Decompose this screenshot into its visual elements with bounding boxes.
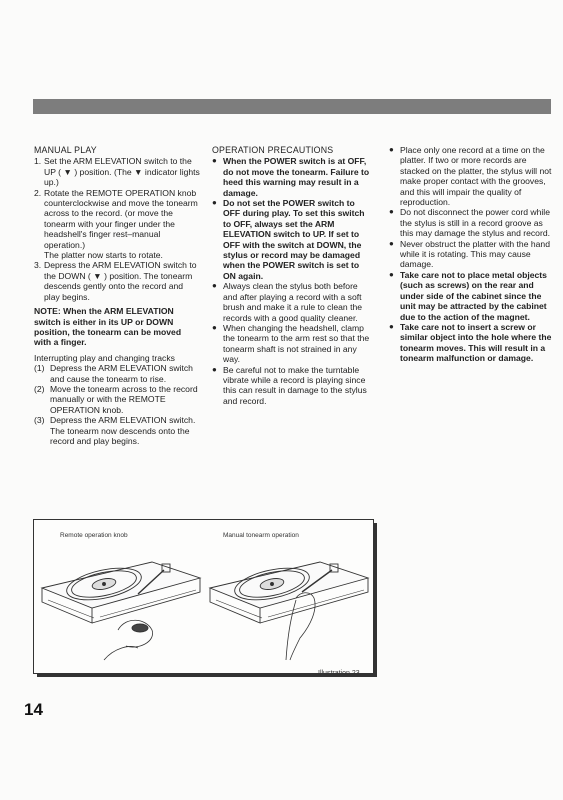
step-number: 3.	[34, 260, 42, 271]
step-number: (1)	[34, 363, 45, 374]
header-bar	[33, 99, 551, 114]
bullet-icon: ●	[389, 238, 394, 248]
step-text: Depress the ARM ELEVATION switch and cause the tonearm to rise.	[50, 363, 193, 384]
step-text: The platter now starts to rotate.	[44, 250, 163, 261]
list-item	[212, 281, 374, 323]
item-text: Place only one record at a time on the platter. If two or more records are stacked on the platter, the stylus will not make proper contact with the grooves, and this will impair the quality of reproduction.	[400, 145, 552, 208]
turntable-left-image	[42, 562, 200, 660]
bullet-icon: ●	[389, 269, 394, 279]
bullet-icon: ●	[389, 321, 394, 331]
turntable-right-image	[210, 562, 368, 660]
item-text: Always clean the stylus both before and after playing a record with a soft brush and make it a rule to clean the records with a good quality cleaner.	[223, 281, 363, 323]
list-item	[389, 270, 553, 322]
bullet-icon: ●	[212, 281, 217, 291]
list-item	[212, 323, 374, 365]
bullet-icon: ●	[389, 145, 394, 154]
list-item	[212, 365, 374, 407]
illustration-caption: Illustration 23	[318, 670, 360, 677]
label-manual-tonearm: Manual tonearm operation	[223, 532, 299, 539]
step-text: Depress the ARM ELEVATION switch. The tonearm now descends onto the record and play begins.	[50, 415, 196, 446]
item-text: Do not set the POWER switch to OFF during play. To set this switch to OFF, always set the ARM ELEVATION switch to UP. If set to OFF with the switch at DOWN, the stylus or record may be damaged when the POWER switch is set to ON again.	[223, 198, 365, 281]
bullet-icon: ●	[389, 207, 394, 217]
bullet-icon: ●	[212, 156, 217, 166]
interrupt-heading: Interrupting play and changing tracks	[34, 352, 175, 363]
step-text: Set the ARM ELEVATION switch to the UP ( ▼ ) position. (The ▼ indicator lights up.)	[44, 156, 200, 188]
bullet-icon: ●	[212, 322, 217, 332]
manual-play-heading: MANUAL PLAY	[34, 145, 97, 155]
step-3	[34, 260, 200, 302]
item-text: Take care not to insert a screw or similar object into the hole where the tonearm moves. This will result in a tonearm malfunction or damage.	[400, 321, 552, 364]
list-item	[389, 239, 553, 270]
step-number: (3)	[34, 415, 45, 426]
item-text: When changing the headshell, clamp the tonearm to the arm rest so that the tonearm shaft is not strained in any way.	[223, 322, 370, 365]
item-text: Never obstruct the platter with the hand while it is rotating. This may cause damage.	[400, 238, 550, 270]
manual-play-column	[34, 145, 200, 446]
step-number: 1.	[34, 156, 42, 167]
list-item	[212, 156, 374, 198]
page-number: 14	[24, 700, 43, 719]
list-item	[389, 207, 553, 238]
note-text: NOTE: When the ARM ELEVATION switch is either in its UP or DOWN position, the tonearm can be moved with a finger.	[34, 306, 182, 348]
illustration-frame	[33, 519, 374, 674]
bullet-icon: ●	[212, 364, 217, 374]
precautions-column	[212, 145, 374, 406]
item-text: Be careful not to make the turntable vibrate while a record is playing since this can result in damage to the stylus and record.	[223, 364, 367, 406]
interrupt-step-2	[34, 384, 200, 415]
item-text: When the POWER switch is at OFF, do not move the tonearm. Failure to heed this warning may result in a damage.	[223, 156, 370, 198]
item-text: Take care not to place metal objects (such as screws) on the rear and under side of the cabinet since the unit may be attracted by the cabinet due to the action of the magnet.	[400, 269, 547, 322]
step-number: 2.	[34, 187, 42, 198]
step-text: Rotate the REMOTE OPERATION knob counterclockwise and move the tonearm across to the record. (or move the tonearm with your finger under the headshell's finger rest–manual operation.)	[44, 187, 198, 250]
step-text: Depress the ARM ELEVATION switch to the DOWN ( ▼ ) position. The tonearm descends gently onto the record and play begins.	[44, 260, 197, 302]
list-item	[389, 322, 553, 364]
precautions-column-continued	[389, 145, 553, 364]
list-item	[212, 198, 374, 281]
step-number: (2)	[34, 383, 45, 394]
step-2	[34, 188, 200, 250]
step-text: Move the tonearm across to the record manually or with the REMOTE OPERATION knob.	[50, 383, 198, 415]
item-text: Do not disconnect the power cord while the stylus is still in a record groove as this may damage the stylus and record.	[400, 207, 550, 239]
interrupt-step-1	[34, 363, 200, 384]
bullet-icon: ●	[212, 198, 217, 208]
list-item	[389, 145, 553, 207]
step-1	[34, 156, 200, 187]
precautions-heading: OPERATION PRECAUTIONS	[212, 145, 334, 155]
step-2-continued	[34, 250, 200, 260]
turntable-illustration	[34, 520, 373, 673]
interrupt-step-3	[34, 415, 200, 446]
label-remote-knob: Remote operation knob	[60, 532, 128, 539]
